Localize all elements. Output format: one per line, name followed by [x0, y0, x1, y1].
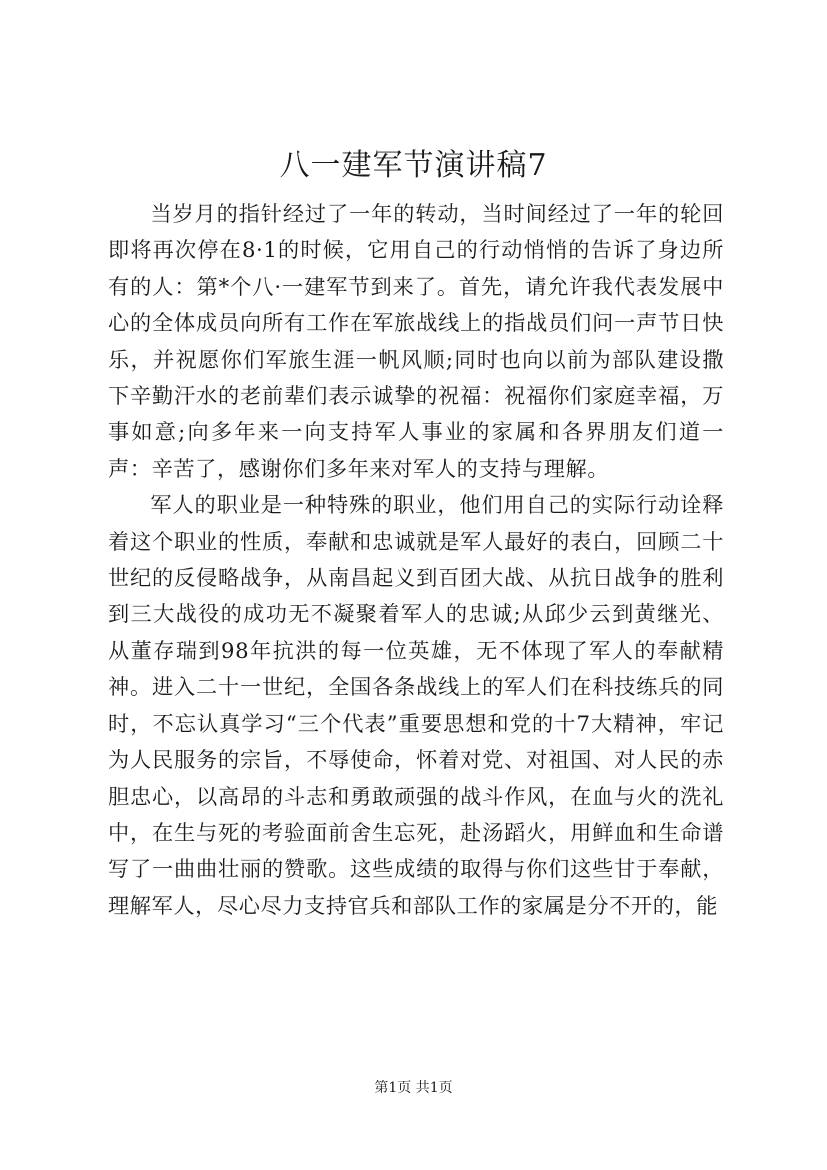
document-body: [108, 196, 724, 924]
document-title: 八一建军节演讲稿7: [279, 148, 548, 183]
paragraph-2: 军人的职业是一种特殊的职业，他们用自己的实际行动诠释着这个职业的性质，奉献和忠诚就是军人最好的表白，回顾二十世纪的反侵略战争，从南昌起义到百团大战、从抗日战争的胜利到三大战役的成功无不凝聚着军人的忠诚;从邱少云到黄继光、从董存瑞到98年抗洪的每一位英雄，无不体现了军人的奉献精神。进入二十一世纪，全国各条战线上的军人们在科技练兵的同时，不忘认真学习“三个代表”重要思想和党的十7大精神，牢记为人民服务的宗旨，不辱使命，怀着对党、对祖国、对人民的赤胆忠心，以高昂的斗志和勇敢顽强的战斗作风，在血与火的洗礼中，在生与死的考验面前舍生忘死，赴汤蹈火，用鲜血和生命谱写了一曲曲壮丽的赞歌。这些成绩的取得与你们这些甘于奉献，理解军人，尽心尽力支持官兵和部队工作的家属是分不开的，能: [108, 492, 724, 918]
paragraph-1: 当岁月的指针经过了一年的转动，当时间经过了一年的轮回即将再次停在8·1的时候，它用自己的行动悄悄的告诉了身边所有的人：第*个八·一建军节到来了。首先，请允许我代表发展中心的全体成员向所有工作在军旅战线上的指战员们问一声节日快乐，并祝愿你们军旅生涯一帆风顺;同时也向以前为部队建设撒下辛勤汗水的老前辈们表示诚挚的祝福：祝福你们家庭幸福，万事如意;向多年来一向支持军人事业的家属和各界朋友们道一声：辛苦了，感谢你们多年来对军人的支持与理解。: [108, 201, 724, 481]
page-number-footer: 第1页 共1页: [374, 1080, 453, 1096]
